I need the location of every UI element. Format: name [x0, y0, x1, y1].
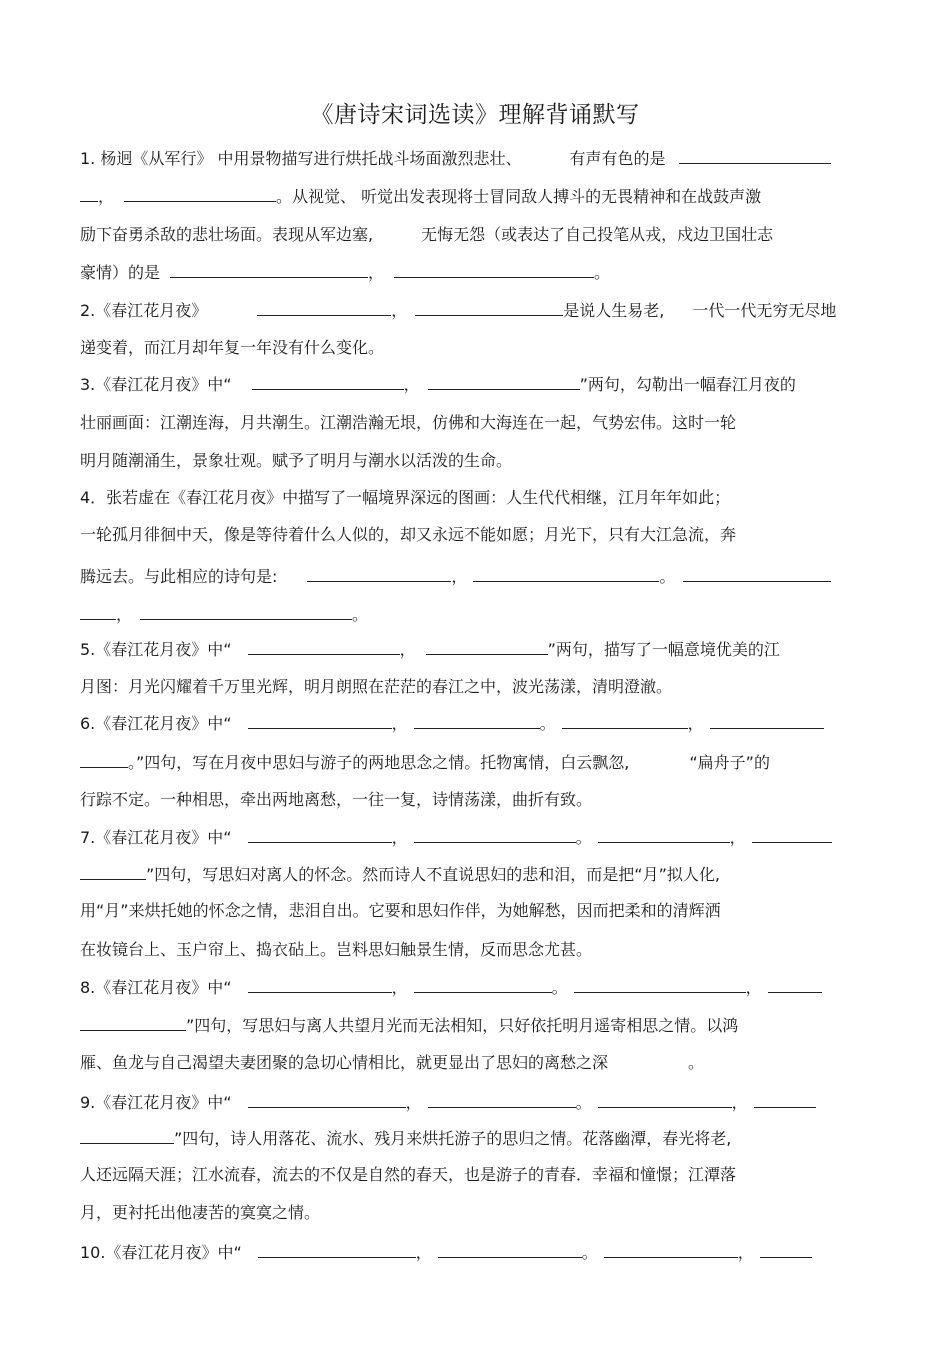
q4-line-1 — [80, 486, 730, 510]
q5-line-1: 5.《春江花月夜》中“ ， ”两句，描写了一幅意境优美的江 — [80, 637, 780, 661]
q8-text: 雁、鱼龙与自己渴望夫妻团聚的急切心情相比，就更显出了思妇的离愁之深 — [80, 1053, 609, 1072]
answer-blank[interactable] — [768, 975, 822, 993]
answer-blank[interactable] — [170, 260, 368, 278]
q1-line-3 — [80, 223, 773, 247]
answer-blank[interactable] — [562, 711, 688, 729]
q5-text: 月图：月光闪耀着千万里光辉，明月朗照在茫茫的春江之中，波光荡漾，清明澄澈。 — [80, 677, 673, 696]
answer-blank[interactable] — [248, 711, 392, 729]
q9-text: ”四句，诗人用落花、流水、残月来烘托游子的思归之情。花落幽潭，春光将老, — [174, 1129, 732, 1148]
q6-line-2 — [80, 750, 770, 774]
q5-text: 5.《春江花月夜》中“ — [80, 640, 232, 659]
q5-line-2 — [80, 675, 672, 699]
q2-text: 一代一代无穷无尽地 — [692, 301, 837, 320]
q3-text: 明月随潮涌生，景象壮观。赋予了明月与潮水以活泼的生命。 — [80, 451, 513, 470]
answer-blank[interactable] — [414, 711, 540, 729]
q6-text: 行踪不定。一种相思，牵出两地离愁，一往一复，诗情荡漾，曲折有致。 — [80, 790, 593, 809]
answer-blank[interactable] — [80, 602, 116, 620]
q4-line-4: ， 。 — [80, 602, 368, 626]
answer-blank[interactable] — [248, 1090, 406, 1108]
q4-line-2 — [80, 523, 736, 547]
q6-text: 。”四句，写在月夜中思妇与游子的两地思念之情。托物寓情，白云飘忽, — [128, 753, 630, 772]
answer-blank[interactable] — [80, 1126, 174, 1144]
answer-blank[interactable] — [252, 372, 404, 390]
q2-line-2 — [80, 336, 384, 360]
answer-blank[interactable] — [710, 711, 824, 729]
answer-blank[interactable] — [140, 602, 352, 620]
q7-line-3 — [80, 899, 721, 923]
q7-text: 7.《春江花月夜》中“ — [80, 828, 232, 847]
q5-text: ”两句，描写了一幅意境优美的江 — [547, 640, 780, 659]
q9-line-1: 9.《春江花月夜》中“ ， 。 ， — [80, 1090, 816, 1114]
answer-blank[interactable] — [257, 298, 391, 316]
answer-blank[interactable] — [760, 1240, 812, 1258]
answer-blank[interactable] — [683, 564, 831, 582]
q3-text: ”两句，勾勒出一幅春江月夜的 — [579, 375, 796, 394]
q1-line-4: 豪情）的是 ， 。 — [80, 260, 610, 284]
q8-line-2 — [80, 1013, 738, 1037]
q1-text: 。从视觉、 听觉出发表现将士冒同敌人搏斗的无畏精神和在战鼓声激 — [276, 187, 762, 206]
q1-text: 有声有色的是 — [569, 149, 666, 168]
q7-text: 用“月”来烘托她的怀念之情，悲泪自出。它要和思妇作伴，为她解愁，因而把柔和的清辉洒 — [80, 901, 721, 920]
q6-line-1: 6.《春江花月夜》中“ ， 。 ， — [80, 711, 824, 735]
q3-text: 壮丽画面：江潮连海，月共潮生。江潮浩瀚无垠，仿佛和大海连在一起，气势宏伟。这时一轮 — [80, 413, 737, 432]
answer-blank[interactable] — [248, 825, 392, 843]
q3-line-2 — [80, 411, 736, 435]
answer-blank[interactable] — [258, 1240, 416, 1258]
answer-blank[interactable] — [394, 260, 594, 278]
q1-line-1 — [80, 146, 831, 170]
q4-text: 4．张若虚在《春江花月夜》中描写了一幅境界深远的图画：人生代代相继，江月年年如此； — [80, 488, 731, 507]
answer-blank[interactable] — [598, 825, 730, 843]
answer-blank[interactable] — [415, 298, 563, 316]
q1-text: 豪情）的是 — [80, 263, 161, 282]
q6-text: 6.《春江花月夜》中“ — [80, 714, 232, 733]
answer-blank[interactable] — [80, 862, 146, 880]
answer-blank[interactable] — [80, 184, 98, 202]
answer-blank[interactable] — [604, 1240, 738, 1258]
answer-blank[interactable] — [679, 146, 831, 164]
q1-text: 无悔无怨（或表达了自己投笔从戎，戍边卫国壮志 — [421, 225, 774, 244]
answer-blank[interactable] — [574, 975, 746, 993]
q1-text: 励下奋勇杀敌的悲壮场面。表现从军边塞, — [80, 225, 374, 244]
answer-blank[interactable] — [248, 637, 400, 655]
q7-line-2 — [80, 862, 720, 886]
answer-blank[interactable] — [80, 1013, 186, 1031]
q1-text: 1. 杨迥《从军行》 中用景物描写进行烘托战斗场面激烈悲壮、 — [80, 149, 522, 168]
answer-blank[interactable] — [428, 1090, 576, 1108]
q7-text: 在妆镜台上、玉户帘上、捣衣砧上。岂料思妇触景生情，反而思念尤甚。 — [80, 940, 593, 959]
q4-text: 腾远去。与此相应的诗句是: — [80, 567, 278, 586]
page-title: 《唐诗宋词选读》理解背诵默写 — [310, 102, 640, 128]
answer-blank[interactable] — [428, 372, 580, 390]
answer-blank[interactable] — [248, 975, 392, 993]
q9-line-2 — [80, 1126, 731, 1150]
q9-line-3 — [80, 1163, 736, 1187]
q2-text: 是说人生易老, — [563, 301, 665, 320]
answer-blank[interactable] — [752, 825, 832, 843]
q9-text: 月，更衬托出他凄苦的寞寞之情。 — [80, 1203, 321, 1222]
answer-blank[interactable] — [307, 564, 451, 582]
q7-text: ”四句，写思妇对离人的怀念。然而诗人不直说思妇的悲和泪，而是把“月”拟人化, — [146, 865, 720, 884]
q3-line-3 — [80, 449, 512, 473]
q8-line-3: 雁、鱼龙与自己渴望夫妻团聚的急切心情相比，就更显出了思妇的离愁之深 。 — [80, 1053, 705, 1072]
q2-text: 递变着，而江月却年复一年没有什么变化。 — [80, 338, 385, 357]
q8-text: ”四句，写思妇与离人共望月光而无法相知，只好依托明月遥寄相思之情。以鸿 — [186, 1016, 739, 1035]
q6-text: “扁舟子”的 — [689, 753, 770, 772]
answer-blank[interactable] — [426, 637, 548, 655]
answer-blank[interactable] — [80, 750, 128, 768]
q9-line-4 — [80, 1201, 320, 1225]
q4-line-3: 腾远去。与此相应的诗句是: ， 。 — [80, 564, 831, 588]
answer-blank[interactable] — [473, 564, 659, 582]
answer-blank[interactable] — [414, 825, 576, 843]
q10-line-1: 10.《春江花月夜》中“ ， 。 ， — [80, 1240, 812, 1264]
answer-blank[interactable] — [414, 975, 552, 993]
q10-text: 10.《春江花月夜》中“ — [80, 1243, 242, 1262]
q8-text: 8.《春江花月夜》中“ — [80, 978, 232, 997]
q2-text: 2.《春江花月夜》 — [80, 301, 208, 320]
answer-blank[interactable] — [438, 1240, 582, 1258]
answer-blank[interactable] — [598, 1090, 732, 1108]
q1-line-2: ， 。从视觉、 听觉出发表现将士冒同敌人搏斗的无畏精神和在战鼓声激 — [80, 184, 761, 208]
q8-line-1: 8.《春江花月夜》中“ ， 。 ， — [80, 975, 822, 999]
q2-line-1: 2.《春江花月夜》 ， 是说人生易老, 一代一代无穷无尽地 — [80, 298, 836, 322]
q7-line-1: 7.《春江花月夜》中“ ， 。 ， — [80, 825, 832, 849]
q4-text: 一轮孤月徘徊中天，像是等待着什么人似的，却又永远不能如愿；月光下，只有大江急流，奔 — [80, 525, 737, 544]
q9-text: 9.《春江花月夜》中“ — [80, 1093, 232, 1112]
q9-text: 人还远隔天涯；江水流春，流去的不仅是自然的春天，也是游子的青春．幸福和憧憬；江潭落 — [80, 1165, 737, 1184]
q3-line-1: 3.《春江花月夜》中“ ， ”两句，勾勒出一幅春江月夜的 — [80, 372, 796, 396]
q3-text: 3.《春江花月夜》中“ — [80, 375, 232, 394]
answer-blank[interactable] — [754, 1090, 816, 1108]
q7-line-4 — [80, 938, 592, 962]
q6-line-3 — [80, 788, 592, 812]
answer-blank[interactable] — [124, 184, 276, 202]
